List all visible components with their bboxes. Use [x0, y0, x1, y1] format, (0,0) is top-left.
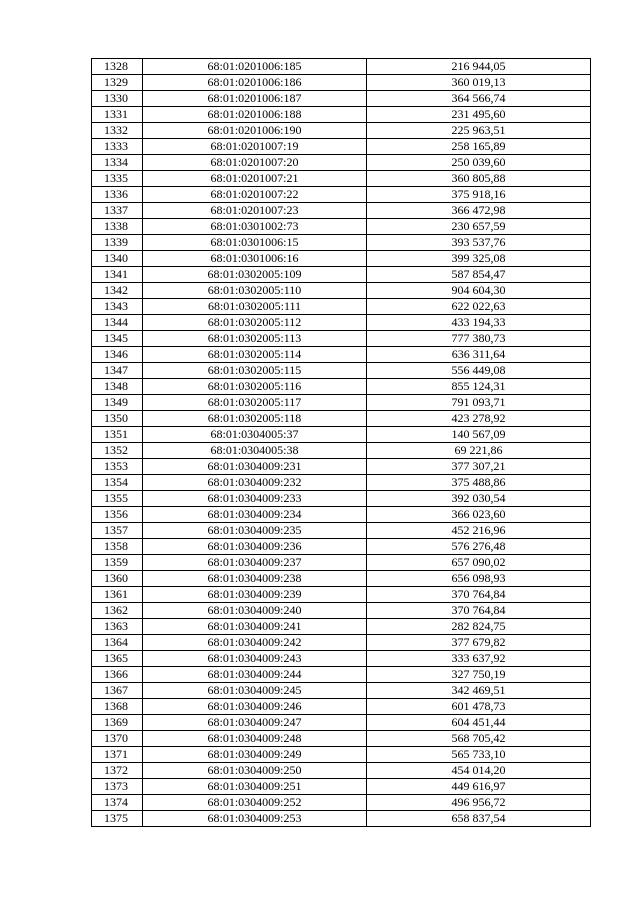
cadastral-number-cell: 68:01:0201007:22 — [143, 187, 367, 203]
value-cell: 231 495,60 — [367, 107, 591, 123]
row-number-cell: 1333 — [92, 139, 143, 155]
row-number-cell: 1375 — [92, 811, 143, 827]
row-number-cell: 1329 — [92, 75, 143, 91]
value-cell: 393 537,76 — [367, 235, 591, 251]
table-row — [92, 315, 591, 331]
table-row — [92, 75, 591, 91]
value-cell: 658 837,54 — [367, 811, 591, 827]
row-number-cell: 1339 — [92, 235, 143, 251]
value-cell: 399 325,08 — [367, 251, 591, 267]
cadastral-number-cell: 68:01:0304009:241 — [143, 619, 367, 635]
value-cell: 370 764,84 — [367, 603, 591, 619]
table-row — [92, 203, 591, 219]
row-number-cell: 1363 — [92, 619, 143, 635]
value-cell: 855 124,31 — [367, 379, 591, 395]
value-cell: 225 963,51 — [367, 123, 591, 139]
row-number-cell: 1361 — [92, 587, 143, 603]
cadastral-number-cell: 68:01:0201006:185 — [143, 59, 367, 75]
table-row — [92, 731, 591, 747]
cadastral-number-cell: 68:01:0302005:115 — [143, 363, 367, 379]
table-row — [92, 443, 591, 459]
value-cell: 656 098,93 — [367, 571, 591, 587]
value-cell: 433 194,33 — [367, 315, 591, 331]
table-row — [92, 651, 591, 667]
value-cell: 377 307,21 — [367, 459, 591, 475]
value-cell: 342 469,51 — [367, 683, 591, 699]
table-row — [92, 779, 591, 795]
value-cell: 777 380,73 — [367, 331, 591, 347]
cadastral-number-cell: 68:01:0304009:242 — [143, 635, 367, 651]
row-number-cell: 1367 — [92, 683, 143, 699]
table-row — [92, 491, 591, 507]
table-row — [92, 139, 591, 155]
value-cell: 587 854,47 — [367, 267, 591, 283]
row-number-cell: 1344 — [92, 315, 143, 331]
table-row — [92, 123, 591, 139]
row-number-cell: 1338 — [92, 219, 143, 235]
table-row — [92, 667, 591, 683]
table-row — [92, 747, 591, 763]
row-number-cell: 1346 — [92, 347, 143, 363]
row-number-cell: 1342 — [92, 283, 143, 299]
cadastral-number-cell: 68:01:0302005:111 — [143, 299, 367, 315]
value-cell: 454 014,20 — [367, 763, 591, 779]
value-cell: 568 705,42 — [367, 731, 591, 747]
value-cell: 327 750,19 — [367, 667, 591, 683]
table-row — [92, 59, 591, 75]
table-row — [92, 459, 591, 475]
cadastral-number-cell: 68:01:0201007:23 — [143, 203, 367, 219]
table-row — [92, 555, 591, 571]
table-row — [92, 475, 591, 491]
row-number-cell: 1355 — [92, 491, 143, 507]
value-cell: 791 093,71 — [367, 395, 591, 411]
table-row — [92, 91, 591, 107]
cadastral-number-cell: 68:01:0304009:233 — [143, 491, 367, 507]
table-row — [92, 299, 591, 315]
value-cell: 452 216,96 — [367, 523, 591, 539]
row-number-cell: 1343 — [92, 299, 143, 315]
row-number-cell: 1347 — [92, 363, 143, 379]
table-row — [92, 347, 591, 363]
data-table — [91, 58, 591, 827]
row-number-cell: 1364 — [92, 635, 143, 651]
row-number-cell: 1354 — [92, 475, 143, 491]
value-cell: 565 733,10 — [367, 747, 591, 763]
table-row — [92, 219, 591, 235]
cadastral-number-cell: 68:01:0304009:235 — [143, 523, 367, 539]
row-number-cell: 1330 — [92, 91, 143, 107]
row-number-cell: 1352 — [92, 443, 143, 459]
cadastral-number-cell: 68:01:0201007:20 — [143, 155, 367, 171]
cadastral-number-cell: 68:01:0304009:243 — [143, 651, 367, 667]
cadastral-number-cell: 68:01:0301006:16 — [143, 251, 367, 267]
row-number-cell: 1370 — [92, 731, 143, 747]
value-cell: 250 039,60 — [367, 155, 591, 171]
row-number-cell: 1360 — [92, 571, 143, 587]
table-row — [92, 379, 591, 395]
value-cell: 360 019,13 — [367, 75, 591, 91]
value-cell: 377 679,82 — [367, 635, 591, 651]
cadastral-number-cell: 68:01:0304009:250 — [143, 763, 367, 779]
cadastral-number-cell: 68:01:0201006:186 — [143, 75, 367, 91]
row-number-cell: 1356 — [92, 507, 143, 523]
cadastral-number-cell: 68:01:0302005:114 — [143, 347, 367, 363]
cadastral-number-cell: 68:01:0304009:231 — [143, 459, 367, 475]
cadastral-number-cell: 68:01:0201006:188 — [143, 107, 367, 123]
cadastral-number-cell: 68:01:0301002:73 — [143, 219, 367, 235]
value-cell: 576 276,48 — [367, 539, 591, 555]
table-row — [92, 235, 591, 251]
cadastral-number-cell: 68:01:0304009:239 — [143, 587, 367, 603]
cadastral-number-cell: 68:01:0302005:117 — [143, 395, 367, 411]
row-number-cell: 1345 — [92, 331, 143, 347]
row-number-cell: 1359 — [92, 555, 143, 571]
value-cell: 333 637,92 — [367, 651, 591, 667]
cadastral-number-cell: 68:01:0201007:19 — [143, 139, 367, 155]
value-cell: 423 278,92 — [367, 411, 591, 427]
row-number-cell: 1349 — [92, 395, 143, 411]
row-number-cell: 1353 — [92, 459, 143, 475]
value-cell: 366 023,60 — [367, 507, 591, 523]
value-cell: 375 918,16 — [367, 187, 591, 203]
row-number-cell: 1371 — [92, 747, 143, 763]
table-body — [92, 59, 591, 827]
table-row — [92, 763, 591, 779]
table-row — [92, 571, 591, 587]
value-cell: 282 824,75 — [367, 619, 591, 635]
cadastral-number-cell: 68:01:0201007:21 — [143, 171, 367, 187]
value-cell: 140 567,09 — [367, 427, 591, 443]
row-number-cell: 1332 — [92, 123, 143, 139]
cadastral-number-cell: 68:01:0304009:236 — [143, 539, 367, 555]
value-cell: 449 616,97 — [367, 779, 591, 795]
cadastral-number-cell: 68:01:0302005:118 — [143, 411, 367, 427]
value-cell: 622 022,63 — [367, 299, 591, 315]
row-number-cell: 1350 — [92, 411, 143, 427]
value-cell: 258 165,89 — [367, 139, 591, 155]
cadastral-number-cell: 68:01:0304009:244 — [143, 667, 367, 683]
value-cell: 370 764,84 — [367, 587, 591, 603]
row-number-cell: 1341 — [92, 267, 143, 283]
cadastral-number-cell: 68:01:0304009:248 — [143, 731, 367, 747]
value-cell: 636 311,64 — [367, 347, 591, 363]
cadastral-number-cell: 68:01:0301006:15 — [143, 235, 367, 251]
row-number-cell: 1357 — [92, 523, 143, 539]
table-row — [92, 619, 591, 635]
row-number-cell: 1369 — [92, 715, 143, 731]
cadastral-number-cell: 68:01:0304005:38 — [143, 443, 367, 459]
table-row — [92, 539, 591, 555]
cadastral-number-cell: 68:01:0304009:253 — [143, 811, 367, 827]
cadastral-number-cell: 68:01:0302005:112 — [143, 315, 367, 331]
cadastral-number-cell: 68:01:0304009:234 — [143, 507, 367, 523]
value-cell: 904 604,30 — [367, 283, 591, 299]
value-cell: 69 221,86 — [367, 443, 591, 459]
table-row — [92, 411, 591, 427]
row-number-cell: 1351 — [92, 427, 143, 443]
cadastral-number-cell: 68:01:0304009:249 — [143, 747, 367, 763]
cadastral-number-cell: 68:01:0304009:245 — [143, 683, 367, 699]
row-number-cell: 1372 — [92, 763, 143, 779]
cadastral-number-cell: 68:01:0304009:252 — [143, 795, 367, 811]
cadastral-number-cell: 68:01:0304009:246 — [143, 699, 367, 715]
value-cell: 601 478,73 — [367, 699, 591, 715]
value-cell: 360 805,88 — [367, 171, 591, 187]
table-row — [92, 171, 591, 187]
value-cell: 366 472,98 — [367, 203, 591, 219]
cadastral-number-cell: 68:01:0302005:109 — [143, 267, 367, 283]
cadastral-number-cell: 68:01:0302005:113 — [143, 331, 367, 347]
table-row — [92, 795, 591, 811]
cadastral-number-cell: 68:01:0304009:247 — [143, 715, 367, 731]
cadastral-number-cell: 68:01:0302005:116 — [143, 379, 367, 395]
table-row — [92, 811, 591, 827]
cadastral-number-cell: 68:01:0304009:240 — [143, 603, 367, 619]
row-number-cell: 1336 — [92, 187, 143, 203]
table-row — [92, 507, 591, 523]
cadastral-number-cell: 68:01:0304009:237 — [143, 555, 367, 571]
table-row — [92, 587, 591, 603]
table-row — [92, 603, 591, 619]
row-number-cell: 1334 — [92, 155, 143, 171]
table-row — [92, 107, 591, 123]
table-row — [92, 683, 591, 699]
value-cell: 556 449,08 — [367, 363, 591, 379]
row-number-cell: 1328 — [92, 59, 143, 75]
cadastral-number-cell: 68:01:0201006:190 — [143, 123, 367, 139]
row-number-cell: 1362 — [92, 603, 143, 619]
cadastral-number-cell: 68:01:0304009:251 — [143, 779, 367, 795]
row-number-cell: 1337 — [92, 203, 143, 219]
table-row — [92, 699, 591, 715]
table-row — [92, 283, 591, 299]
value-cell: 392 030,54 — [367, 491, 591, 507]
cadastral-number-cell: 68:01:0302005:110 — [143, 283, 367, 299]
row-number-cell: 1340 — [92, 251, 143, 267]
table-row — [92, 523, 591, 539]
table-row — [92, 187, 591, 203]
row-number-cell: 1374 — [92, 795, 143, 811]
value-cell: 364 566,74 — [367, 91, 591, 107]
table-row — [92, 331, 591, 347]
value-cell: 657 090,02 — [367, 555, 591, 571]
table-row — [92, 715, 591, 731]
row-number-cell: 1358 — [92, 539, 143, 555]
table-row — [92, 427, 591, 443]
value-cell: 230 657,59 — [367, 219, 591, 235]
cadastral-number-cell: 68:01:0304009:232 — [143, 475, 367, 491]
row-number-cell: 1331 — [92, 107, 143, 123]
cadastral-number-cell: 68:01:0201006:187 — [143, 91, 367, 107]
row-number-cell: 1368 — [92, 699, 143, 715]
cadastral-number-cell: 68:01:0304009:238 — [143, 571, 367, 587]
row-number-cell: 1335 — [92, 171, 143, 187]
row-number-cell: 1373 — [92, 779, 143, 795]
table-row — [92, 155, 591, 171]
cadastral-number-cell: 68:01:0304005:37 — [143, 427, 367, 443]
row-number-cell: 1365 — [92, 651, 143, 667]
table-row — [92, 635, 591, 651]
table-row — [92, 267, 591, 283]
table-row — [92, 395, 591, 411]
table-row — [92, 363, 591, 379]
table-row — [92, 251, 591, 267]
row-number-cell: 1366 — [92, 667, 143, 683]
value-cell: 496 956,72 — [367, 795, 591, 811]
value-cell: 216 944,05 — [367, 59, 591, 75]
value-cell: 375 488,86 — [367, 475, 591, 491]
row-number-cell: 1348 — [92, 379, 143, 395]
value-cell: 604 451,44 — [367, 715, 591, 731]
